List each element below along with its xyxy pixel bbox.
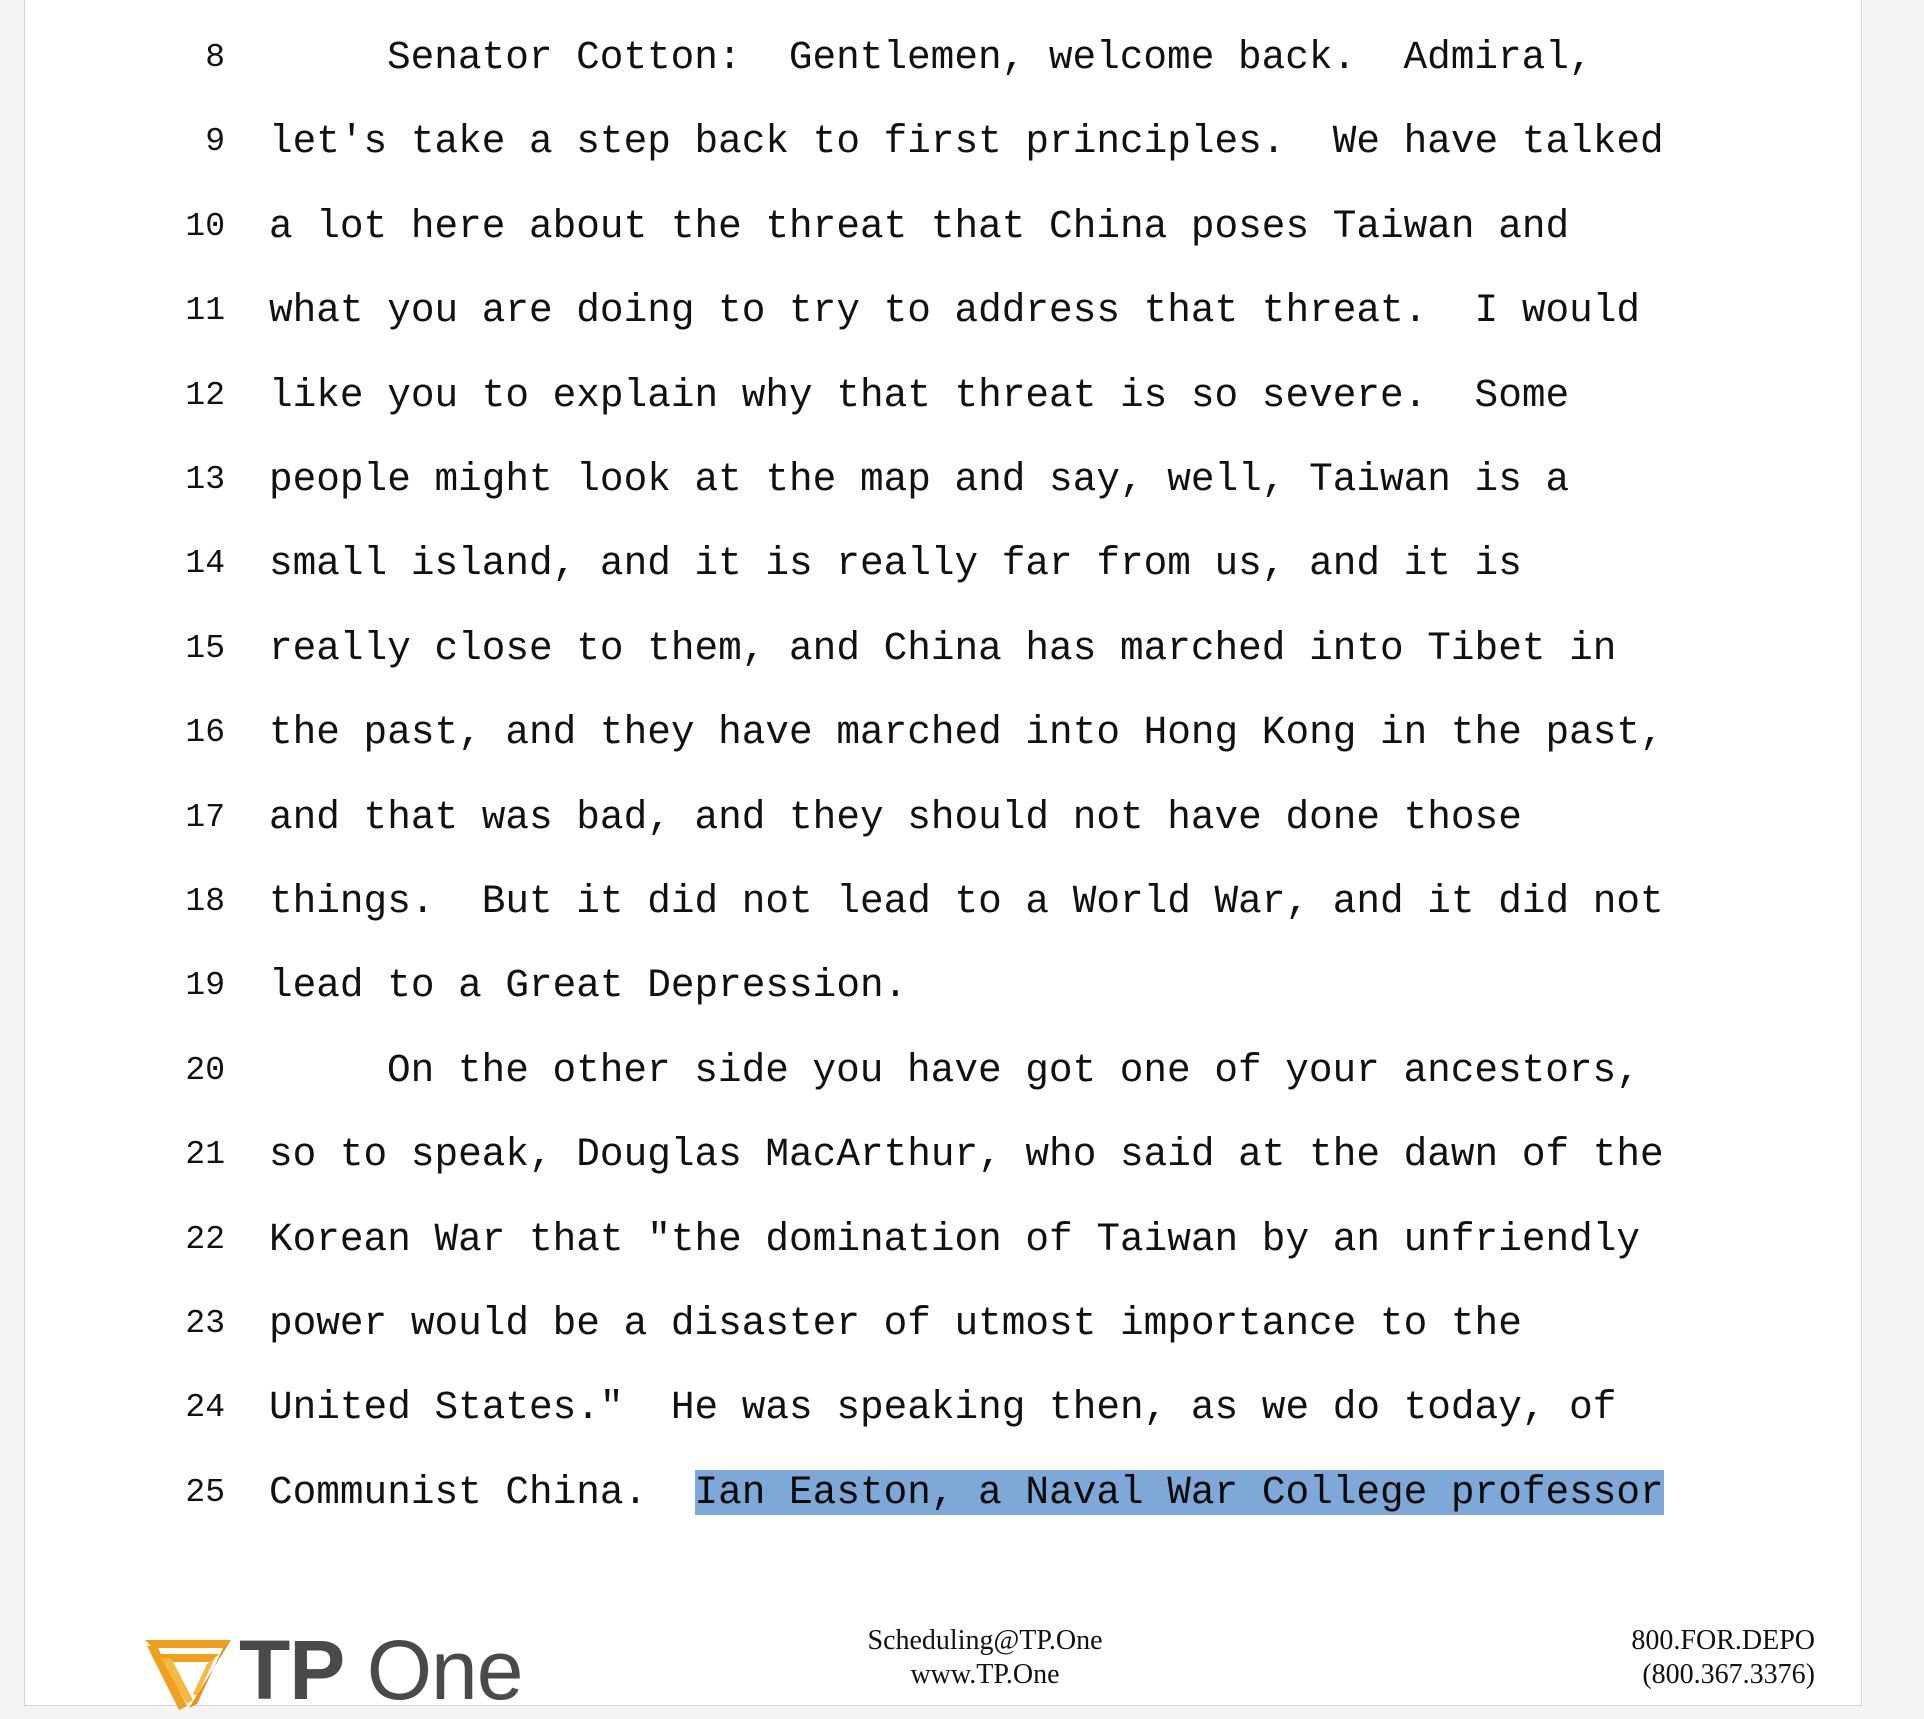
transcript-page <box>24 0 1862 1717</box>
line-number: 12 <box>185 376 225 414</box>
page-footer <box>25 1600 1861 1717</box>
line-body: a lot here about the threat that China poses Taiwan and <box>269 203 1570 249</box>
line-body: On the other side you have got one of your ancestors, <box>387 1047 1640 1093</box>
line-text <box>269 450 1569 510</box>
line-text <box>269 28 1593 88</box>
line-text <box>269 872 1664 932</box>
line-number: 15 <box>185 629 225 667</box>
line-text <box>269 281 1640 341</box>
line-text <box>269 788 1522 848</box>
line-number: 9 <box>205 123 225 161</box>
line-text <box>269 1041 1640 1101</box>
line-number: 19 <box>185 967 225 1005</box>
line-text <box>269 1210 1640 1270</box>
line-number: 22 <box>185 1220 225 1258</box>
logo-text-one: One <box>366 1623 523 1717</box>
transcript-line <box>25 703 1861 763</box>
transcript-line <box>25 112 1861 172</box>
line-body: people might look at the map and say, well, Taiwan is a <box>269 457 1570 502</box>
line-number: 23 <box>185 1305 225 1342</box>
line-text <box>269 1378 1616 1438</box>
tp-one-logo-mark-icon <box>143 1634 235 1714</box>
line-number: 24 <box>185 1389 225 1427</box>
line-body: what you are doing to try to address that threat. I would <box>269 288 1641 334</box>
transcript-line <box>25 197 1861 257</box>
transcript-line <box>25 1125 1861 1185</box>
transcript-line <box>25 956 1861 1016</box>
line-text <box>269 619 1616 679</box>
line-number: 25 <box>185 1473 225 1511</box>
line-text <box>269 112 1664 172</box>
line-body: let's take a step back to first principles. We have talked <box>269 119 1664 165</box>
line-body: the past, and they have marched into Hong Kong in the past, <box>269 710 1664 756</box>
logo-text-tp: TP <box>239 1623 345 1717</box>
line-number: 10 <box>185 207 225 245</box>
line-number: 18 <box>185 883 225 920</box>
transcript-line <box>25 450 1861 510</box>
transcript-line <box>25 28 1861 88</box>
line-number: 20 <box>185 1051 225 1089</box>
line-number: 16 <box>185 714 225 752</box>
line-body: Communist China. <box>269 1469 695 1515</box>
phone-number: (800.367.3376) <box>1642 1659 1815 1690</box>
line-number: 11 <box>185 292 225 330</box>
line-body: Korean War that "the domination of Taiwan by an unfriendly <box>269 1216 1641 1262</box>
line-body: like you to explain why that threat is so severe. Some <box>269 372 1570 418</box>
line-number: 14 <box>185 545 225 583</box>
website-url: www.TP.One <box>910 1659 1060 1690</box>
phone-words: 800.FOR.DEPO <box>1631 1625 1815 1656</box>
transcript-line <box>25 788 1861 848</box>
transcript-line <box>25 281 1861 341</box>
transcript-line <box>25 366 1861 426</box>
line-body: lead to a Great Depression. <box>269 963 908 1009</box>
line-body: and that was bad, and they should not have done those <box>269 794 1522 840</box>
line-number: 13 <box>185 461 225 498</box>
line-number: 8 <box>205 39 225 76</box>
line-text <box>269 1125 1664 1185</box>
transcript-line <box>25 872 1861 932</box>
line-text <box>269 1463 1664 1523</box>
line-text <box>269 703 1664 763</box>
line-text <box>269 534 1522 594</box>
line-body: power would be a disaster of utmost importance to the <box>269 1301 1522 1346</box>
line-body: so to speak, Douglas MacArthur, who said at the dawn of the <box>269 1132 1664 1178</box>
line-number: 17 <box>185 798 225 836</box>
selected-text-highlight[interactable]: Ian Easton, a Naval War College professor <box>694 1469 1664 1515</box>
transcript-line <box>25 534 1861 594</box>
scheduling-email: Scheduling@TP.One <box>867 1625 1103 1656</box>
line-text <box>269 1294 1522 1354</box>
transcript-line <box>25 1294 1861 1354</box>
line-body: really close to them, and China has marched into Tibet in <box>269 625 1617 671</box>
transcript-line <box>25 1041 1861 1101</box>
line-body: Senator Cotton: Gentlemen, welcome back. Admiral, <box>387 35 1593 80</box>
contact-center <box>785 1624 1185 1692</box>
line-text <box>269 197 1569 257</box>
logo-wordmark <box>239 1622 522 1719</box>
line-body: things. But it did not lead to a World War, and it did not <box>269 879 1664 924</box>
line-text <box>269 366 1569 426</box>
transcript-line <box>25 1210 1861 1270</box>
tp-one-logo <box>143 1623 563 1717</box>
line-text <box>269 956 907 1016</box>
line-number: 21 <box>185 1136 225 1174</box>
line-body: United States." He was speaking then, as we do today, of <box>269 1385 1617 1431</box>
transcript-line <box>25 619 1861 679</box>
transcript-line <box>25 1463 1861 1523</box>
line-body: small island, and it is really far from us, and it is <box>269 541 1522 587</box>
transcript-line <box>25 1378 1861 1438</box>
contact-right <box>1505 1624 1815 1692</box>
